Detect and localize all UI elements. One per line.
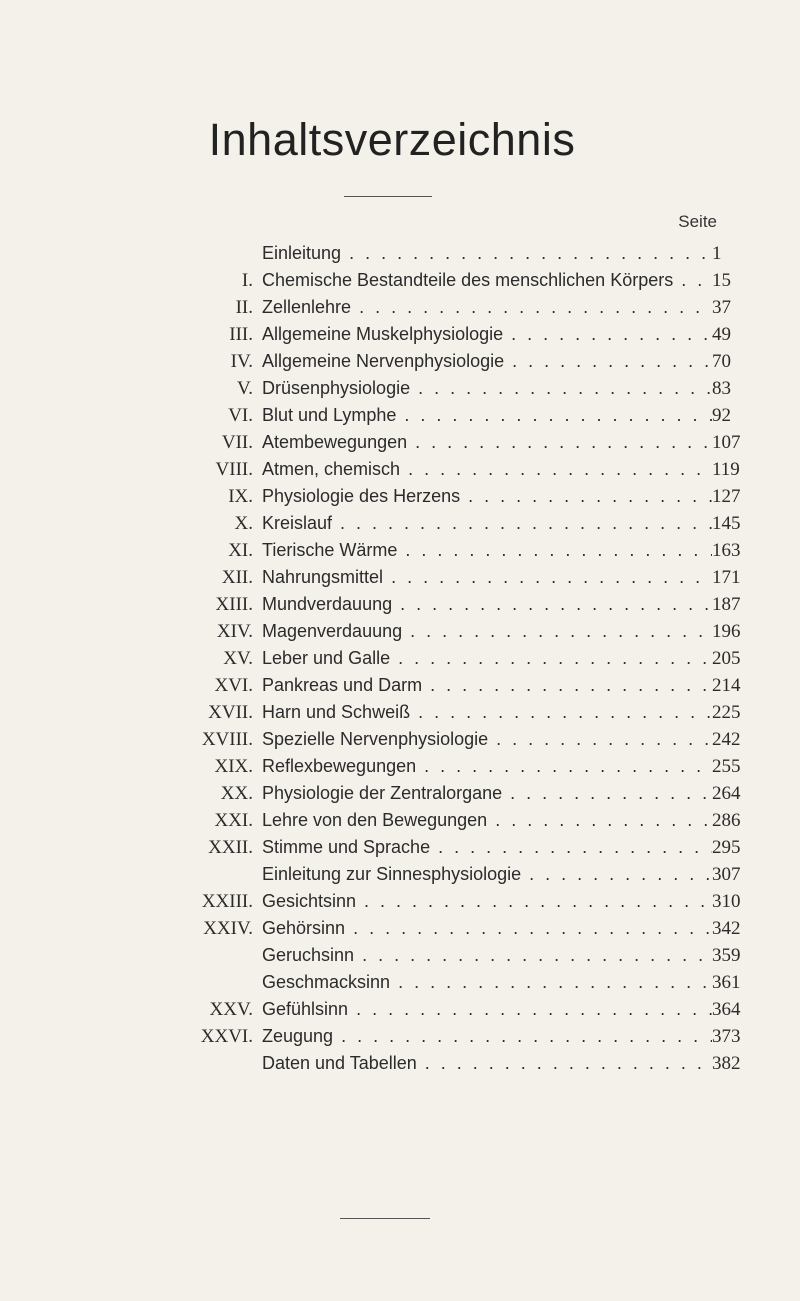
chapter-numeral: XX. [220, 783, 253, 804]
page-number: 70 [712, 351, 731, 372]
toc-entry [0, 348, 800, 375]
toc-entry [0, 564, 800, 591]
chapter-title: Atmen, chemisch . . . [262, 456, 712, 483]
chapter-title: Lehre von den Bewegungen . . . [262, 807, 712, 834]
page-number: 307 [712, 864, 741, 885]
chapter-title: Stimme und Sprache . . . [262, 834, 712, 861]
chapter-numeral: I. [241, 270, 253, 291]
chapter-title: Gesichtsinn . . . [262, 888, 712, 915]
chapter-title: Gehörsinn . . . [262, 915, 712, 942]
page-number: 163 [712, 540, 741, 561]
chapter-numeral: V. [236, 378, 253, 399]
chapter-title: Geruchsinn . . . [262, 942, 712, 969]
toc-entry [0, 1050, 800, 1077]
toc-entry [0, 807, 800, 834]
chapter-title: Allgemeine Muskelphysiologie . . . [262, 321, 712, 348]
toc-entry [0, 456, 800, 483]
chapter-title: Atembewegungen . . . [262, 429, 712, 456]
chapter-title: Physiologie des Herzens . . . [262, 483, 712, 510]
chapter-title: Nahrungsmittel . . . [262, 564, 712, 591]
chapter-title: Blut und Lymphe . . . [262, 402, 712, 429]
page-number: 214 [712, 675, 741, 696]
toc-entry [0, 429, 800, 456]
toc-entry [0, 726, 800, 753]
toc-entry [0, 753, 800, 780]
chapter-numeral: XXIII. [201, 891, 253, 912]
page-number: 83 [712, 378, 731, 399]
page-number: 15 [712, 270, 731, 291]
chapter-title: Tierische Wärme . . . [262, 537, 712, 564]
chapter-numeral: XIX. [214, 756, 253, 777]
toc-entry [0, 483, 800, 510]
title-divider [344, 196, 432, 197]
page-number: 295 [712, 837, 741, 858]
chapter-title: Mundverdauung . . . [262, 591, 712, 618]
page-number: 127 [712, 486, 741, 507]
page-number: 373 [712, 1026, 741, 1047]
chapter-title: Spezielle Nervenphysiologie . . . [262, 726, 712, 753]
page-number: 264 [712, 783, 741, 804]
toc-entry [0, 672, 800, 699]
chapter-numeral: XI. [228, 540, 253, 561]
chapter-title: Magenverdauung . . . [262, 618, 712, 645]
chapter-title: Daten und Tabellen . . . [262, 1050, 712, 1077]
page-number: 49 [712, 324, 731, 345]
page-number: 225 [712, 702, 741, 723]
chapter-title: Einleitung zur Sinnesphysiologie . . . [262, 861, 712, 888]
page-number: 145 [712, 513, 741, 534]
chapter-numeral: XXV. [209, 999, 253, 1020]
toc-entry [0, 996, 800, 1023]
page-number: 255 [712, 756, 741, 777]
toc-entry [0, 267, 800, 294]
page-number: 1 [712, 243, 722, 264]
toc-entry [0, 861, 800, 888]
chapter-title: Leber und Galle . . . [262, 645, 712, 672]
bottom-divider [340, 1218, 430, 1219]
toc-entry [0, 834, 800, 861]
chapter-numeral: VII. [221, 432, 253, 453]
page-number: 119 [712, 459, 740, 480]
chapter-numeral: XVI. [214, 675, 253, 696]
chapter-numeral: XVII. [208, 702, 253, 723]
page-title: Inhaltsverzeichnis [208, 114, 576, 165]
chapter-title: Einleitung . . . [262, 240, 712, 267]
chapter-title: Zellenlehre . . . [262, 294, 712, 321]
page-number: 242 [712, 729, 741, 750]
toc-entry [0, 969, 800, 996]
page-number: 286 [712, 810, 741, 831]
chapter-title: Harn und Schweiß . . . [262, 699, 712, 726]
chapter-numeral: XXVI. [200, 1026, 253, 1047]
page-number: 382 [712, 1053, 741, 1074]
page-number: 37 [712, 297, 731, 318]
chapter-title: Chemische Bestandteile des menschlichen Körpers . . . [262, 267, 712, 294]
toc-entry [0, 888, 800, 915]
toc-entry [0, 780, 800, 807]
toc-entry [0, 510, 800, 537]
toc-entry [0, 375, 800, 402]
chapter-numeral: IV. [230, 351, 253, 372]
page-number: 205 [712, 648, 741, 669]
chapter-title: Gefühlsinn . . . [262, 996, 712, 1023]
chapter-numeral: XV. [223, 648, 253, 669]
toc-entry [0, 240, 800, 267]
toc-entry [0, 699, 800, 726]
chapter-numeral: X. [234, 513, 253, 534]
chapter-title: Geschmacksinn . . . [262, 969, 712, 996]
chapter-title: Drüsenphysiologie . . . [262, 375, 712, 402]
chapter-title: Allgemeine Nervenphysiologie . . . [262, 348, 712, 375]
chapter-title: Pankreas und Darm . . . [262, 672, 712, 699]
toc-entry [0, 1023, 800, 1050]
toc-entry [0, 591, 800, 618]
toc-entry [0, 402, 800, 429]
chapter-numeral: XXIV. [203, 918, 253, 939]
chapter-numeral: XXI. [214, 810, 253, 831]
chapter-numeral: XIII. [215, 594, 253, 615]
page-number: 196 [712, 621, 741, 642]
page-number: 92 [712, 405, 731, 426]
toc-entry [0, 645, 800, 672]
chapter-numeral: XXII. [208, 837, 253, 858]
page-number: 342 [712, 918, 741, 939]
chapter-title: Physiologie der Zentralorgane . . . [262, 780, 712, 807]
chapter-numeral: VI. [228, 405, 253, 426]
chapter-title: Kreislauf . . . [262, 510, 712, 537]
toc-entry [0, 537, 800, 564]
page-number: 171 [712, 567, 741, 588]
page-number: 364 [712, 999, 741, 1020]
toc-entry [0, 942, 800, 969]
chapter-numeral: II. [235, 297, 253, 318]
table-of-contents [0, 240, 800, 1077]
page-number: 359 [712, 945, 741, 966]
chapter-numeral: XVIII. [201, 729, 253, 750]
toc-entry [0, 321, 800, 348]
chapter-numeral: III. [229, 324, 253, 345]
page-column-label: Seite [678, 212, 717, 231]
chapter-title: Reflexbewegungen . . . [262, 753, 712, 780]
chapter-numeral: VIII. [215, 459, 253, 480]
page-number: 107 [712, 432, 741, 453]
page-number: 310 [712, 891, 741, 912]
page-number: 187 [712, 594, 741, 615]
toc-entry [0, 618, 800, 645]
toc-entry [0, 915, 800, 942]
chapter-numeral: XIV. [216, 621, 253, 642]
toc-entry [0, 294, 800, 321]
page-number: 361 [712, 972, 741, 993]
chapter-numeral: IX. [228, 486, 253, 507]
chapter-numeral: XII. [221, 567, 253, 588]
chapter-title: Zeugung . . . [262, 1023, 712, 1050]
